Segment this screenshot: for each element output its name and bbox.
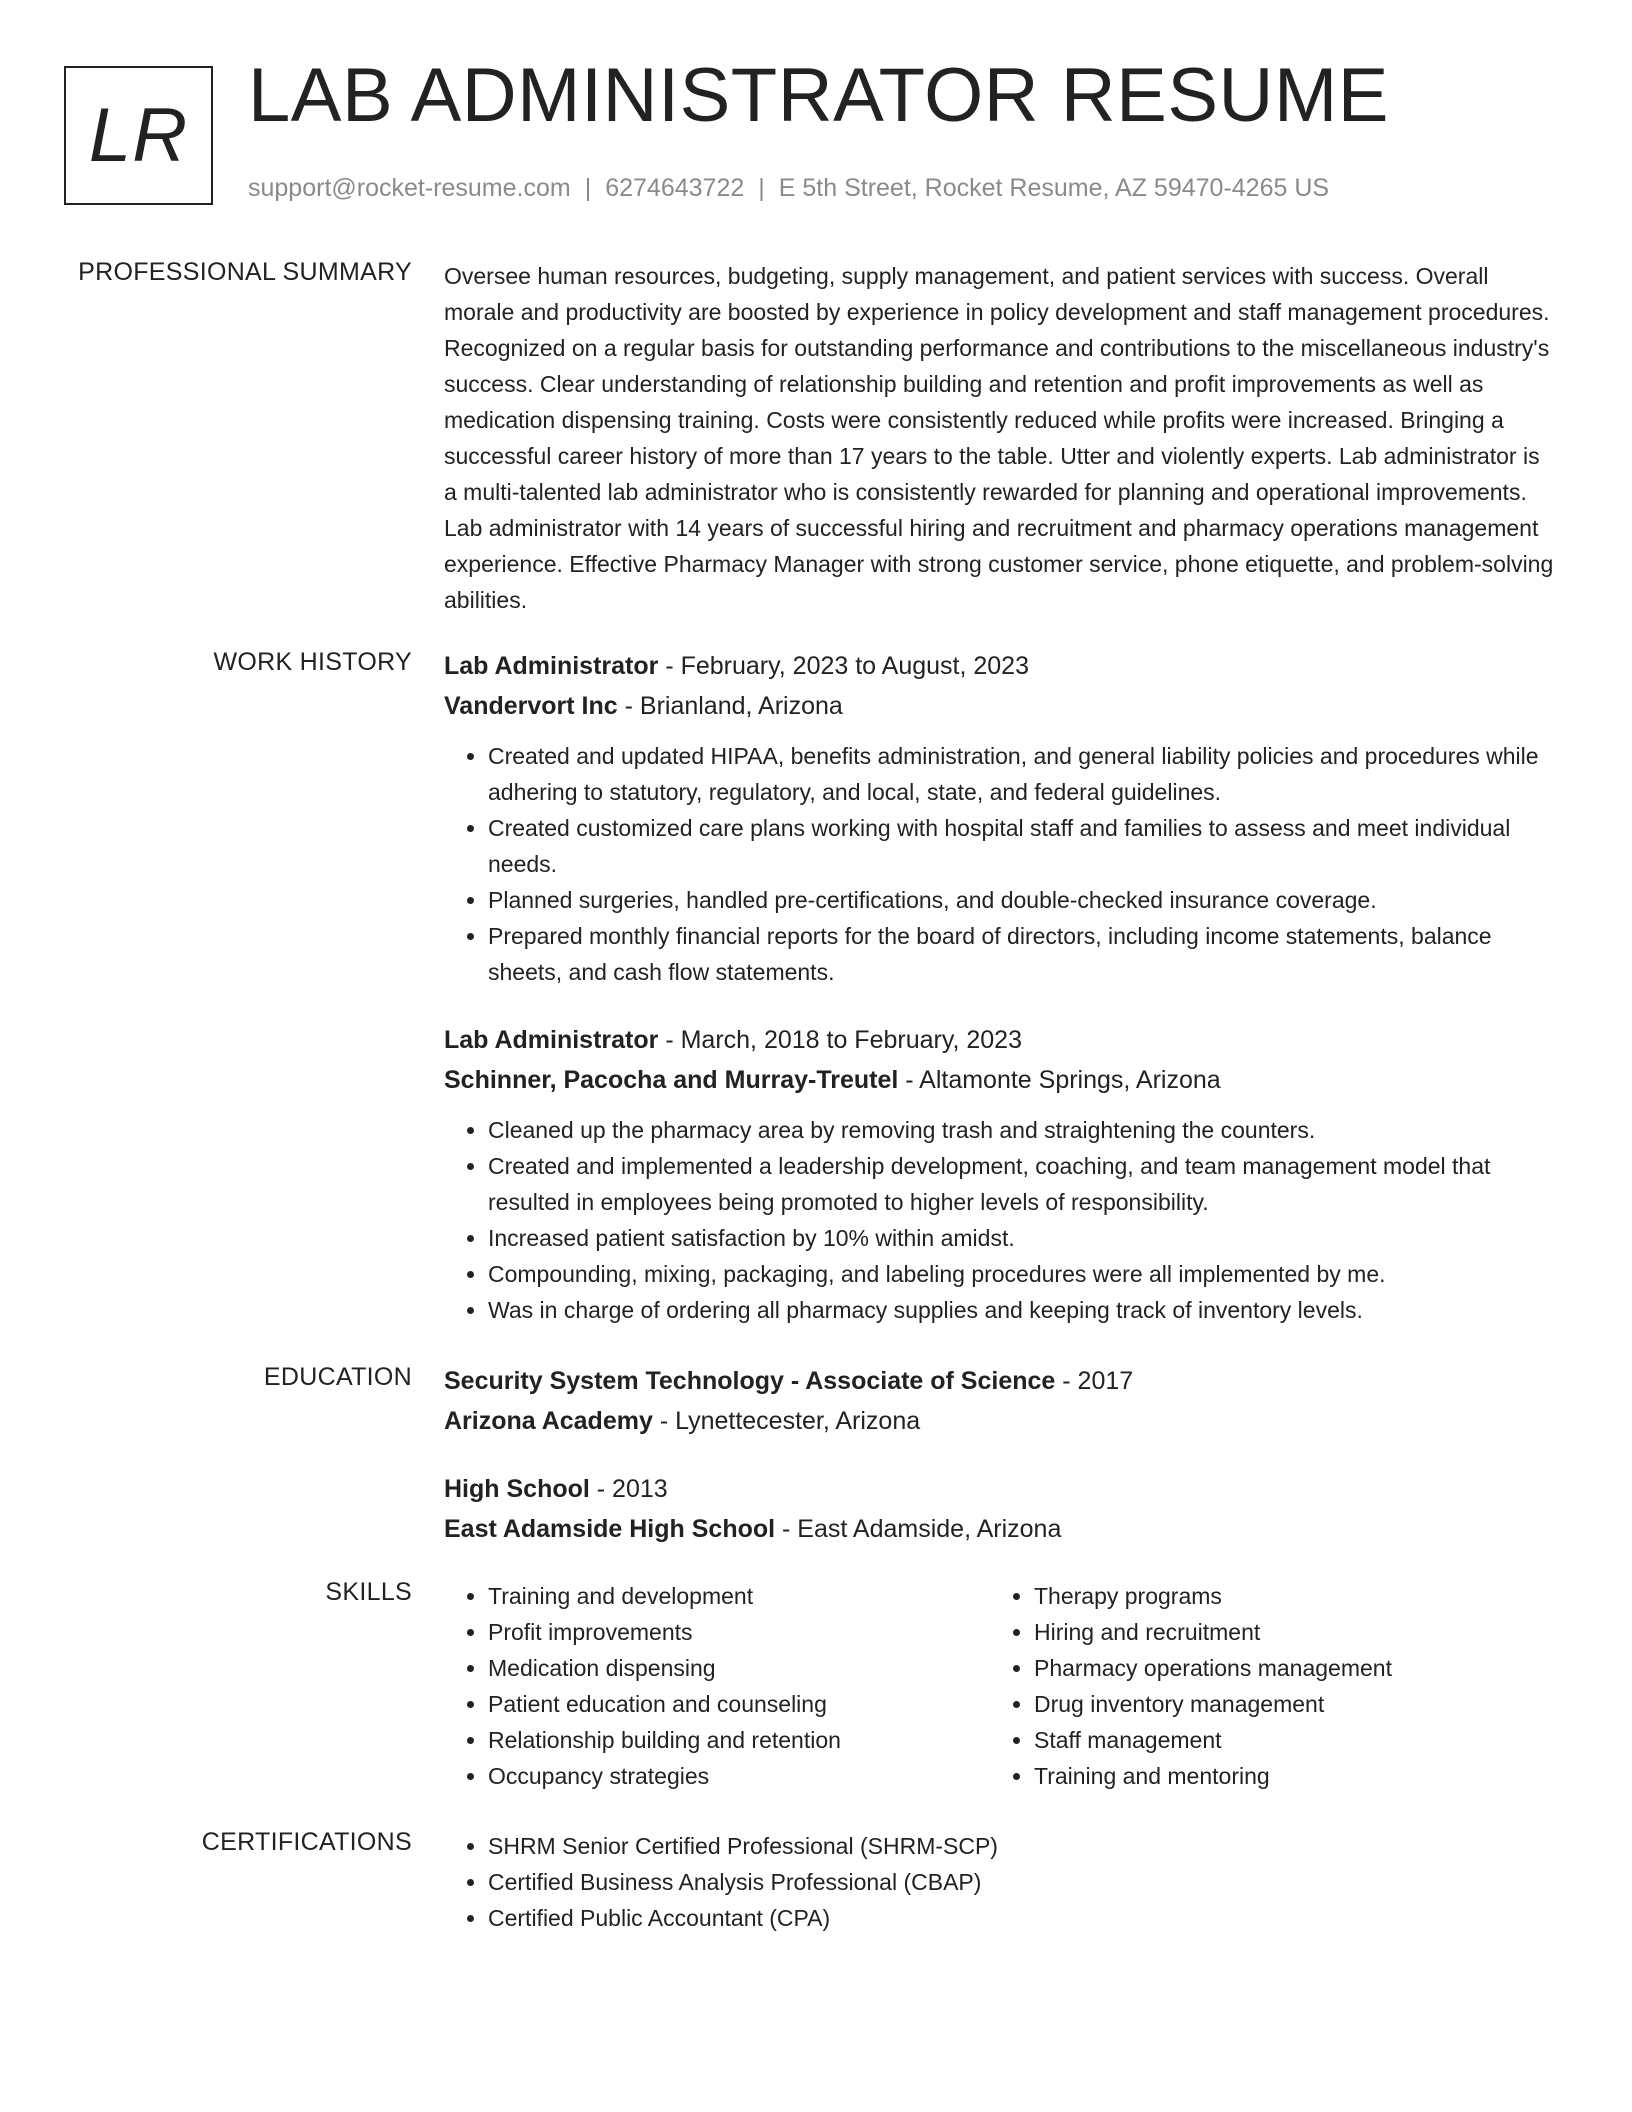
job-bullet: • Created and implemented a leadership development, coaching, and team management model that resulted in employees being promoted to higher levels of responsibility. [488, 1148, 1556, 1220]
job-bullet: • Cleaned up the pharmacy area by removing trash and straightening the counters. [488, 1112, 1556, 1148]
monogram-initials: LR [88, 93, 189, 178]
job-entry [444, 1020, 1556, 1328]
certification-item: • Certified Public Accountant (CPA) [488, 1900, 1556, 1936]
job-location: - Brianland, Arizona [617, 692, 843, 720]
job-bullets [444, 1112, 1556, 1328]
work-history-body [444, 646, 1556, 1328]
skill-item: • Medication dispensing [488, 1650, 990, 1686]
job-bullets [444, 738, 1556, 990]
section-label-summary: PROFESSIONAL SUMMARY [78, 258, 412, 286]
job-company: Vandervort Inc [444, 692, 618, 720]
skill-item: • Occupancy strategies [488, 1758, 990, 1794]
education-location: - East Adamside, Arizona [775, 1515, 1062, 1543]
job-title-line [444, 1020, 1556, 1060]
skills-column-left [444, 1578, 990, 1794]
job-bullet: • Was in charge of ordering all pharmacy supplies and keeping track of inventory levels. [488, 1292, 1556, 1328]
section-label-education: EDUCATION [263, 1363, 412, 1391]
job-bullet: • Prepared monthly financial reports for the board of directors, including income statements, balance sheets, and cash flow statements. [488, 918, 1556, 990]
education-year: - 2013 [589, 1475, 668, 1503]
job-location: - Altamonte Springs, Arizona [898, 1066, 1221, 1094]
education-degree: High School [444, 1475, 590, 1503]
skills-body [444, 1578, 1556, 1794]
resume-title: LAB ADMINISTRATOR RESUME [248, 53, 1389, 138]
job-company-line [444, 686, 1556, 726]
education-school: Arizona Academy [444, 1407, 653, 1435]
job-dates: - March, 2018 to February, 2023 [658, 1026, 1022, 1054]
job-title: Lab Administrator [444, 652, 659, 680]
skill-item: • Profit improvements [488, 1614, 990, 1650]
skills-list-right [990, 1578, 1536, 1794]
skill-item: • Therapy programs [1034, 1578, 1536, 1614]
skill-item: • Relationship building and retention [488, 1722, 990, 1758]
job-bullet: • Increased patient satisfaction by 10% within amidst. [488, 1220, 1556, 1256]
skills-columns [444, 1578, 1556, 1794]
job-bullet: • Compounding, mixing, packaging, and labeling procedures were all implemented by me. [488, 1256, 1556, 1292]
job-company: Schinner, Pacocha and Murray-Treutel [444, 1066, 899, 1094]
job-bullet: • Created and updated HIPAA, benefits administration, and general liability policies and procedures while adhering to statutory, regulatory, and local, state, and federal guidelines. [488, 738, 1556, 810]
skills-list-left [444, 1578, 990, 1794]
education-degree-line [444, 1361, 1556, 1401]
education-school-line [444, 1401, 1556, 1441]
education-school: East Adamside High School [444, 1515, 776, 1543]
contact-separator: | [758, 174, 765, 202]
job-entry [444, 646, 1556, 990]
job-title-line [444, 646, 1556, 686]
skill-item: • Pharmacy operations management [1034, 1650, 1536, 1686]
education-school-line [444, 1509, 1556, 1549]
education-degree-line [444, 1469, 1556, 1509]
summary-body [444, 258, 1556, 618]
monogram-box [64, 66, 213, 205]
education-degree: Security System Technology - Associate of Science [444, 1367, 1056, 1395]
skill-item: • Drug inventory management [1034, 1686, 1536, 1722]
job-dates: - February, 2023 to August, 2023 [658, 652, 1029, 680]
certifications-body [444, 1828, 1556, 1936]
contact-line [248, 174, 1329, 203]
education-year: - 2017 [1055, 1367, 1134, 1395]
skill-item: • Staff management [1034, 1722, 1536, 1758]
contact-separator: | [584, 174, 592, 202]
education-entry [444, 1361, 1556, 1441]
skills-column-right [990, 1578, 1536, 1794]
education-location: - Lynettecester, Arizona [652, 1407, 921, 1435]
skill-item: • Patient education and counseling [488, 1686, 990, 1722]
section-label-work-history: WORK HISTORY [213, 648, 412, 676]
summary-text: Oversee human resources, budgeting, supply management, and patient services with success. Overall morale and productivity are boosted by experience in policy development and staff management procedures. Recognized on a regular basis for outstanding performance and contributions to the miscellaneous industry's success. Clear understanding of relationship building and retention and profit improvements as well as medication dispensing training. Costs were consistently reduced while profits were increased. Bringing a successful career history of more than 17 years to the table. Utter and violently experts. Lab administrator is a multi-talented lab administrator who is consistently rewarded for planning and operational improvements. Lab administrator with 14 years of successful hiring and recruitment and pharmacy operations management experience. Effective Pharmacy Manager with strong customer service, phone etiquette, and problem-solving abilities. [444, 263, 1554, 613]
job-bullet: • Created customized care plans working with hospital staff and families to assess and meet individual needs. [488, 810, 1556, 882]
certification-item: • Certified Business Analysis Professional (CBAP) [488, 1864, 1556, 1900]
job-title: Lab Administrator [444, 1026, 659, 1054]
section-label-certifications: CERTIFICATIONS [201, 1828, 412, 1856]
skill-item: • Training and mentoring [1034, 1758, 1536, 1794]
contact-address: E 5th Street, Rocket Resume, AZ 59470-4265 US [778, 174, 1330, 202]
job-company-line [444, 1060, 1556, 1100]
education-body [444, 1361, 1556, 1549]
contact-email[interactable]: support@rocket-resume.com [248, 174, 571, 202]
skill-item: • Hiring and recruitment [1034, 1614, 1536, 1650]
contact-phone[interactable]: 6274643722 [605, 174, 745, 202]
education-entry [444, 1469, 1556, 1549]
job-bullet: • Planned surgeries, handled pre-certifications, and double-checked insurance coverage. [488, 882, 1556, 918]
certification-item: • SHRM Senior Certified Professional (SHRM-SCP) [488, 1828, 1556, 1864]
certifications-list [444, 1828, 1556, 1936]
skill-item: • Training and development [488, 1578, 990, 1614]
section-label-skills: SKILLS [325, 1578, 412, 1606]
